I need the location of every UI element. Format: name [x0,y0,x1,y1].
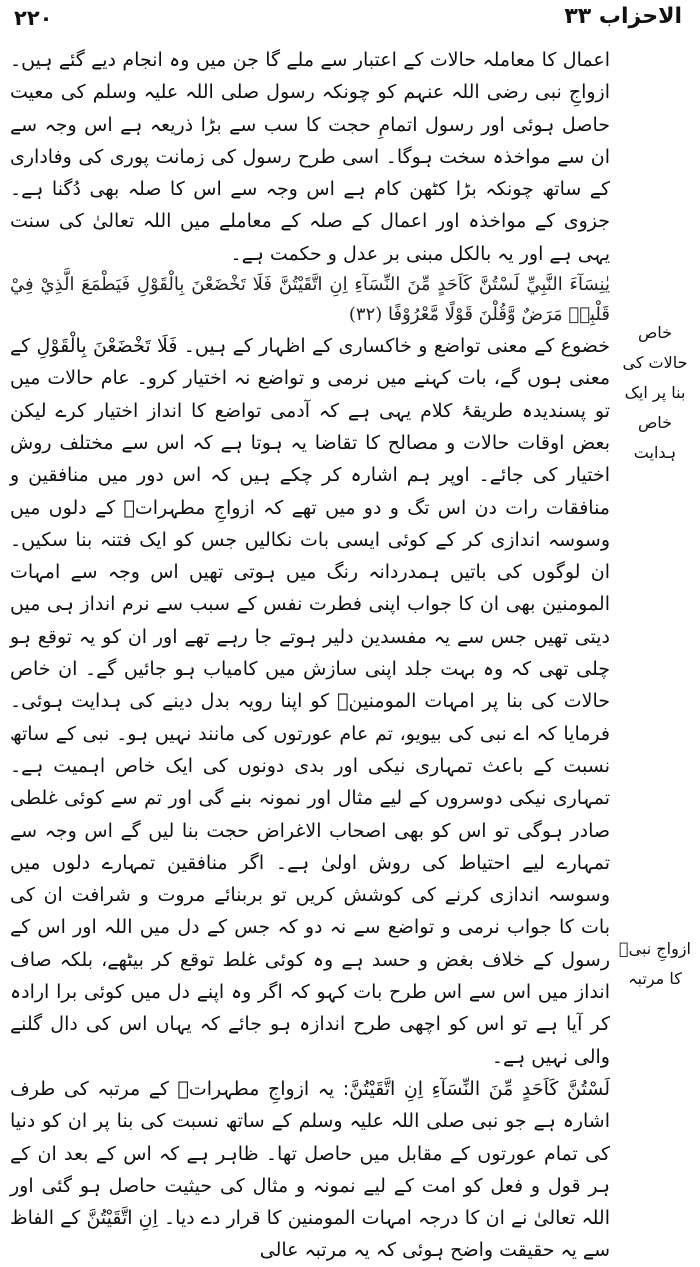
page-number: ۲۲۰ [14,6,53,30]
margin-note: ازواجِ نبیؐ کا مرتبہ [619,939,691,988]
surah-title: الاحزاب ۳۳ [564,4,682,29]
main-text [10,44,610,1262]
page-header [0,0,700,40]
paragraph: خضوع کے معنی تواضع و خاکساری کے اظہار کے ہیں۔ فَلَا تَخْضَعْنَ بِالْقَوْلِ کے معنی ہوں گے، بات کہنے میں نرمی و تواضع نہ اختیار کرو۔ عام حالات میں تو پسندیدہ طریقۂ کلام یہی ہے کہ آدمی تواضع کا انداز اختیار کرے لیکن بعض اوقات حالات و مصالح کا تقاضا یہ ہوتا ہے کہ اس سے مختلف روش اختیار کی جائے۔ اوپر ہم اشارہ کر چکے ہیں کہ اس دور میں منافقین و منافقات رات دن اس تگ و دو میں تھے کہ ازواجِ مطہراتؓ کے دلوں میں وسوسہ اندازی کر کے کوئی ایسی بات نکالیں جس کو ایک فتنہ بنا سکیں۔ ان لوگوں کی باتیں ہمدردانہ رنگ میں ہوتی تھیں اس وجہ سے امہات المومنین بھی ان کا جواب اپنی فطرت نفس کے سبب سے نرم انداز ہی میں دیتی تھیں جس سے یہ مفسدین دلیر ہوتے جا رہے تھے اور ان کو یہ توقع ہو چلی تھی کہ وہ بہت جلد اپنی سازش میں کامیاب ہو جائیں گے۔ ان خاص حالات کی بنا پر امہات المومنینؓ کو اپنا رویہ بدل دینے کی ہدایت ہوئی۔ فرمایا کہ اے نبی کی بیویو، تم عام عورتوں کی مانند نہیں ہو۔ نبی کے ساتھ نسبت کے باعث تمہاری نیکی اور بدی دونوں کی ایک خاص اہمیت ہے۔ تمہاری نیکی دوسروں کے لیے مثال اور نمونہ بنے گی اور تم سے کوئی غلطی صادر ہوگی تو اس کو بھی اصحاب الاغراض حجت بنا لیں گے اس وجہ سے تمہارے لیے احتیاط کی روش اولیٰ ہے۔ اگر منافقین تمہارے دلوں میں وسوسہ اندازی کرنے کی کوشش کریں تو بربنائے مروت و شرافت ان کی بات کا جواب نرمی و تواضع سے نہ دو کہ جس کے دل میں اللہ اور اس کے رسول کے خلاف بغض و حسد ہے وہ کوئی غلط توقع کر بیٹھے، بلکہ صاف انداز میں اس سے اس طرح بات کہو کہ اگر وہ اپنے دل میں کوئی برا ارادہ کر آیا ہے تو اس کو اچھی طرح اندازہ ہو جائے کہ یہاں اس کی دال گلنے والی نہیں ہے۔ [10,335,610,1068]
paragraph: اعمال کا معاملہ حالات کے اعتبار سے ملے گا جن میں وہ انجام دیے گئے ہیں۔ ازواجِ نبی رضی اللہ عنہم کو چونکہ رسول صلی اللہ علیہ وسلم کی معیت حاصل ہوئی اور رسول اتمامِ حجت کا سب سے بڑا ذریعہ ہے اس وجہ سے ان سے مواخذہ سخت ہوگا۔ اسی طرح رسول کی زمانت پوری کی وفاداری کے ساتھ چونکہ بڑا کٹھن کام ہے اس وجہ سے اس کا صلہ بھی دُگنا ہے۔ جزوی کے مواخذہ اور اعمال کے صلہ کے معاملے میں اللہ تعالیٰ کی سنت یہی ہے اور یہ بالکل مبنی بر عدل و حکمت ہے۔ [10,49,610,265]
quran-verse: يٰنِسَآءَ النَّبِيِّ لَسْتُنَّ كَاَحَدٍ مِّنَ النِّسَآءِ اِنِ اتَّقَيْتُنَّ فَلَا تَخْضَعْنَ بِالْقَوْلِ فَيَطْمَعَ الَّذِيْ فِيْ قَلْبِهٖ مَرَضٌ وَّقُلْنَ قَوْلًا مَّعْرُوْفًا (۳۲) [10,274,610,326]
margin-note: خاص حالات کی بنا پر ایک خاص ہدایت [622,323,688,462]
paragraph: لَسْتُنَّ كَاَحَدٍ مِّنَ النِّسَآءِ اِنِ اتَّقَيْتُنَّ: یہ ازواجِ مطہراتؓ کے مرتبہ کی طرف اشارہ ہے جو نبی صلی اللہ علیہ وسلم کے ساتھ نسبت کی بنا پر ان کو دنیا کی تمام عورتوں کے مقابل میں حاصل تھا۔ ظاہر ہے کہ اس کے بعد ان کے ہر قول و فعل کو امت کے لیے نمونہ و مثال کی حیثیت حاصل ہو گئی اور اللہ تعالیٰ نے ان کا درجہ امہات المومنین کا قرار دے دیا۔ اِنِ اتَّقَيْتُنَّ کے الفاظ سے یہ حقیقت واضح ہوئی کہ یہ مرتبہ عالی [10,1077,610,1262]
